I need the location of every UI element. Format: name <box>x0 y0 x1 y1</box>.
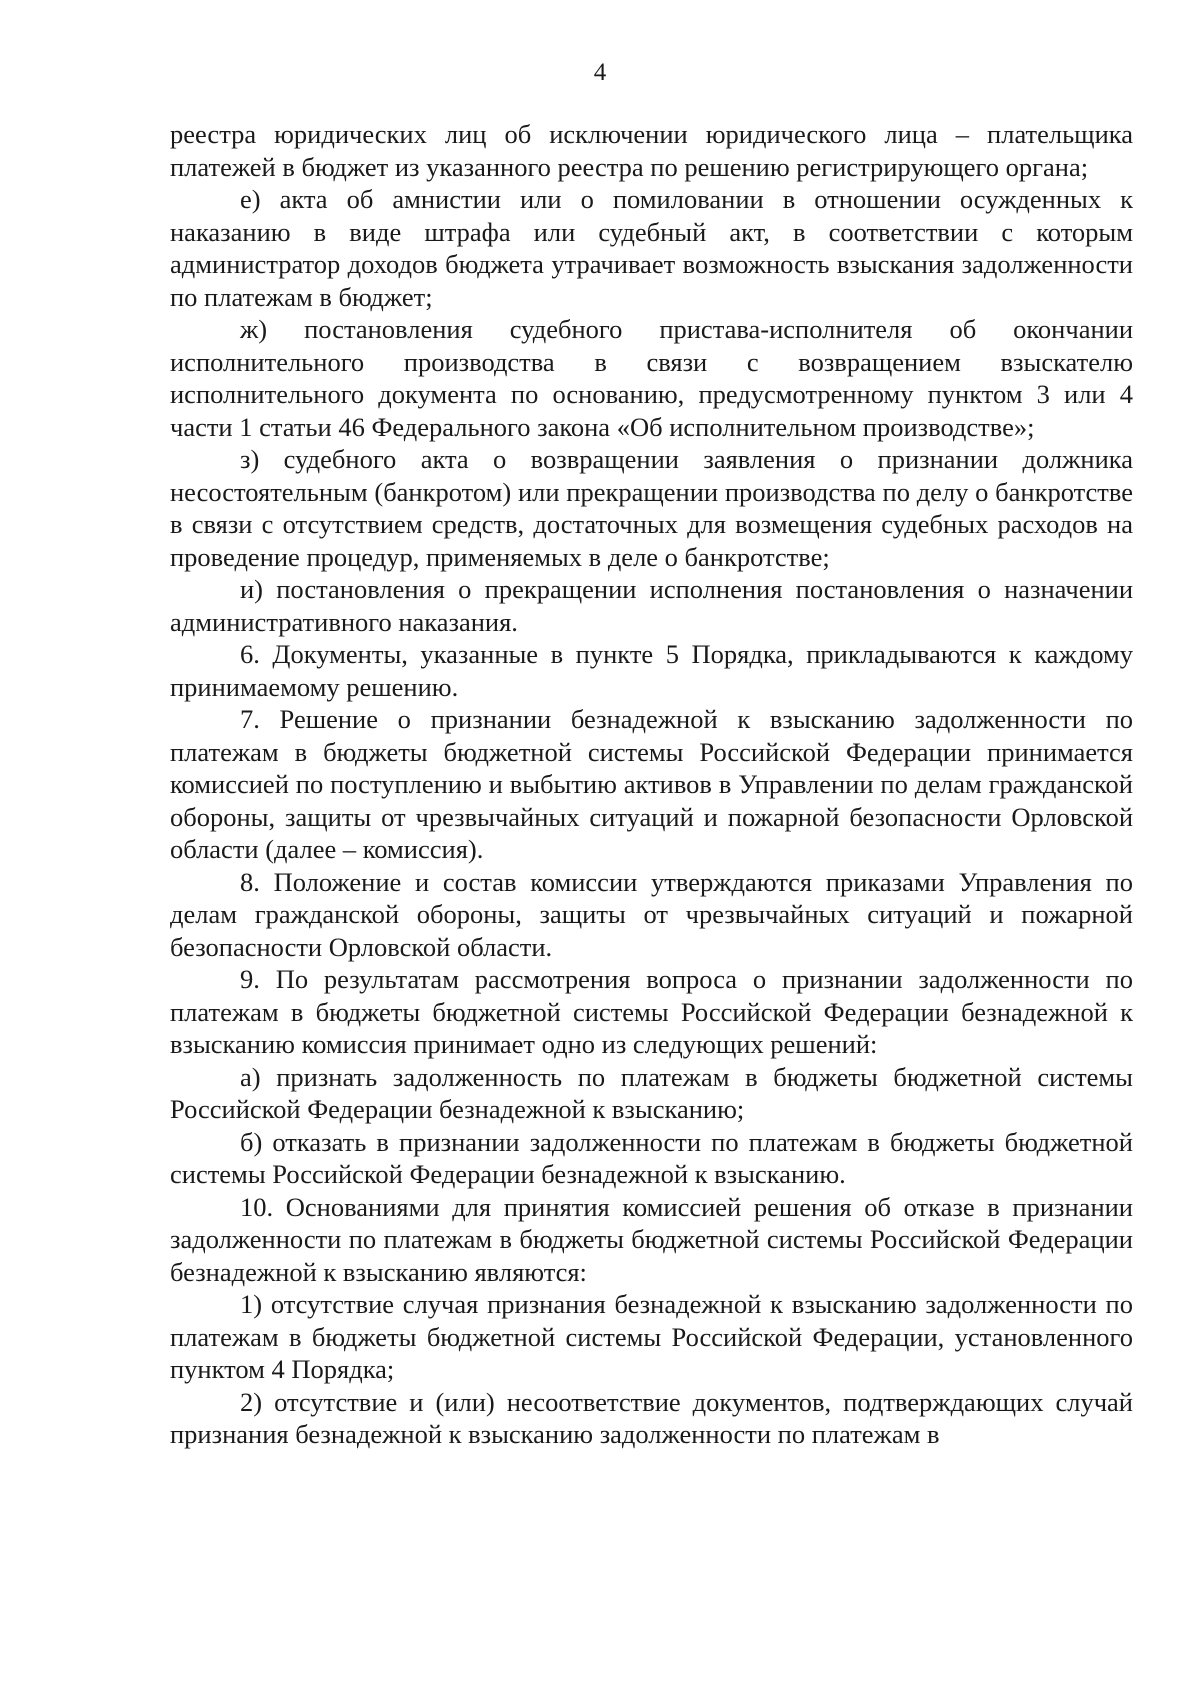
paragraph: а) признать задолженность по платежам в бюджеты бюджетной системы Российской Федерации безнадежной к взысканию; <box>170 1061 1133 1124</box>
paragraph: ж) постановления судебного пристава-исполнителя об окончании исполнительного производства в связи с возвращением взыскателю исполнительного документа по основанию, предусмотренному пунктом 3 или 4 части 1 статьи 46 Федерального закона «Об исполнительном производстве»; <box>170 314 1133 442</box>
paragraph: 6. Документы, указанные в пункте 5 Порядка, прикладываются к каждому принимаемому решению. <box>170 639 1133 702</box>
paragraph: 10. Основаниями для принятия комиссией решения об отказе в признании задолженности по платежам в бюджеты бюджетной системы Российской Федерации безнадежной к взысканию являются: <box>170 1191 1133 1287</box>
paragraph: 9. По результатам рассмотрения вопроса о признании задолженности по платежам в бюджеты бюджетной системы Российской Федерации безнадежной к взысканию комиссия принимает одно из следующих решений: <box>170 964 1133 1059</box>
paragraph: и) постановления о прекращении исполнения постановления о назначении административного наказания. <box>170 574 1133 637</box>
paragraph: реестра юридических лиц об исключении юридического лица – плательщика платежей в бюджет из указанного реестра по решению регистрирующего органа; <box>170 119 1133 182</box>
paragraph: 1) отсутствие случая признания безнадежной к взысканию задолженности по платежам в бюджеты бюджетной системы Российской Федерации, установленного пунктом 4 Порядка; <box>170 1289 1133 1384</box>
page-number: 4 <box>593 59 607 86</box>
paragraph: 8. Положение и состав комиссии утверждаются приказами Управления по делам гражданской обороны, защиты от чрезвычайных ситуаций и пожарной безопасности Орловской области. <box>170 866 1133 962</box>
paragraph: 2) отсутствие и (или) несоответствие документов, подтверждающих случай признания безнадежной к взысканию задолженности по платежам в <box>170 1386 1133 1449</box>
paragraph: з) судебного акта о возвращении заявления о признании должника несостоятельным (банкротом) или прекращении производства по делу о банкротстве в связи с отсутствием средств, достаточных для возмещения судебных расходов на проведение процедур, применяемых в деле о банкротстве; <box>170 444 1133 572</box>
paragraph: е) акта об амнистии или о помиловании в отношении осужденных к наказанию в виде штрафа или судебный акт, в соответствии с которым администратор доходов бюджета утрачивает возможность взыскания задолженности по платежам в бюджет; <box>170 184 1133 312</box>
paragraph: 7. Решение о признании безнадежной к взысканию задолженности по платежам в бюджеты бюджетной системы Российской Федерации принимается комиссией по поступлению и выбытию активов в Управлении по делам гражданской обороны, защиты от чрезвычайных ситуаций и пожарной безопасности Орловской области (далее – комиссия). <box>170 704 1133 864</box>
document-body <box>170 118 1133 1451</box>
paragraph: б) отказать в признании задолженности по платежам в бюджеты бюджетной системы Российской Федерации безнадежной к взысканию. <box>170 1126 1133 1189</box>
